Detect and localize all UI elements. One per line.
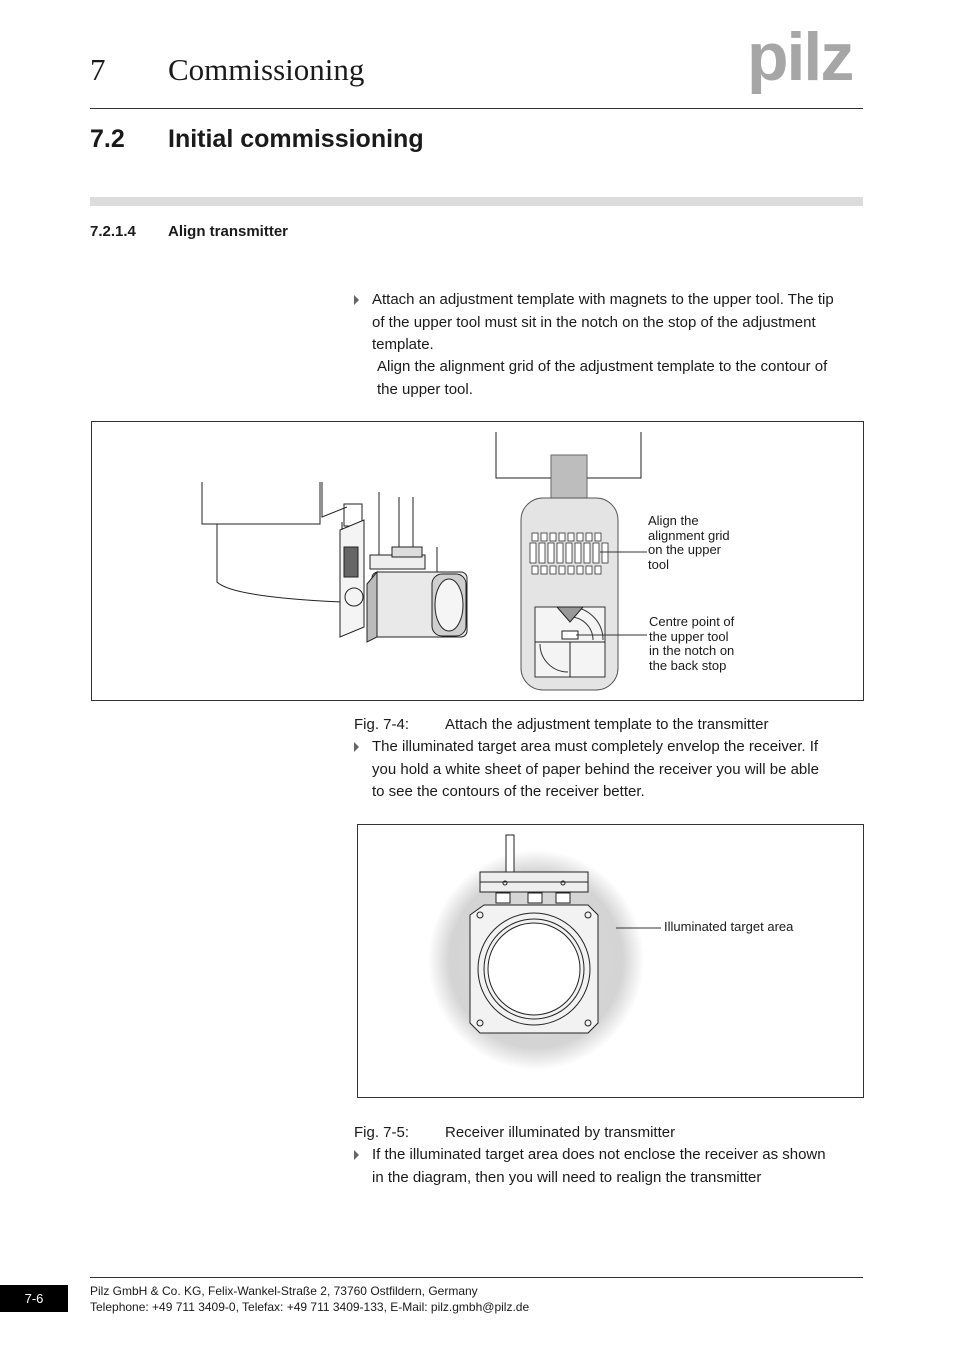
footer-rule: [90, 1277, 863, 1278]
footer-address: Pilz GmbH & Co. KG, Felix-Wankel-Straße 2, 73760 Ostfildern, Germany: [90, 1284, 478, 1298]
section-divider: [90, 197, 863, 206]
page-number: 7-6: [0, 1285, 68, 1312]
footer-contact: Telephone: +49 711 3409-0, Telefax: +49 711 3409-133, E-Mail: pilz.gmbh@pilz.de: [90, 1300, 530, 1314]
instruction-step-3: If the illuminated target area does not enclose the receiver as shown in the diagram, then you will need to realign the transmitter: [354, 1144, 864, 1192]
figure-adjustment-template-drawing: [92, 422, 863, 700]
instruction-step-1-note: Align the alignment grid of the adjustment template to the contour of the upper tool.: [377, 358, 828, 398]
instruction-step-2: The illuminated target area must completely envelop the receiver. If you hold a white sheet of paper behind the receiver you will be able to see the contours of the receiver better.: [354, 736, 864, 806]
pilz-logo: [745, 26, 867, 96]
figure-adjustment-template: [91, 421, 864, 701]
bullet-arrow-icon: [354, 742, 359, 752]
chapter-number: 7: [90, 52, 106, 87]
callout-illuminated-target: Illuminated target area: [664, 919, 794, 934]
figure-receiver-drawing: [358, 825, 863, 1097]
chapter-title: Commissioning: [168, 52, 365, 87]
figure-receiver-illuminated: [357, 824, 864, 1098]
subsection-title: Align transmitter: [168, 223, 289, 240]
instruction-step-1: Attach an adjustment template with magnets to the upper tool. The tip of the upper tool must sit in the notch on the stop of the adjustment template.: [354, 289, 864, 359]
figure-label: Fig. 7-5:: [354, 1124, 410, 1141]
figure-caption-2: [0, 1124, 954, 1144]
section-title: Initial commissioning: [168, 125, 424, 153]
svg-text:pilz: pilz: [747, 26, 853, 95]
section-number: 7.2: [90, 125, 125, 153]
bullet-arrow-icon: [354, 1150, 359, 1160]
header-rule: [90, 108, 863, 109]
callout-centre-point: Centre point of the upper tool in the notch on the back stop: [649, 614, 735, 673]
figure-label: Fig. 7-4:: [354, 716, 410, 733]
figure-caption-text: Attach the adjustment template to the transmitter: [445, 716, 769, 733]
bullet-arrow-icon: [354, 295, 359, 305]
subsection-number: 7.2.1.4: [90, 223, 136, 240]
figure-caption-text: Receiver illuminated by transmitter: [445, 1124, 676, 1141]
figure-caption-1: [0, 716, 954, 736]
callout-align-grid: Align the alignment grid on the upper tool: [648, 513, 730, 572]
